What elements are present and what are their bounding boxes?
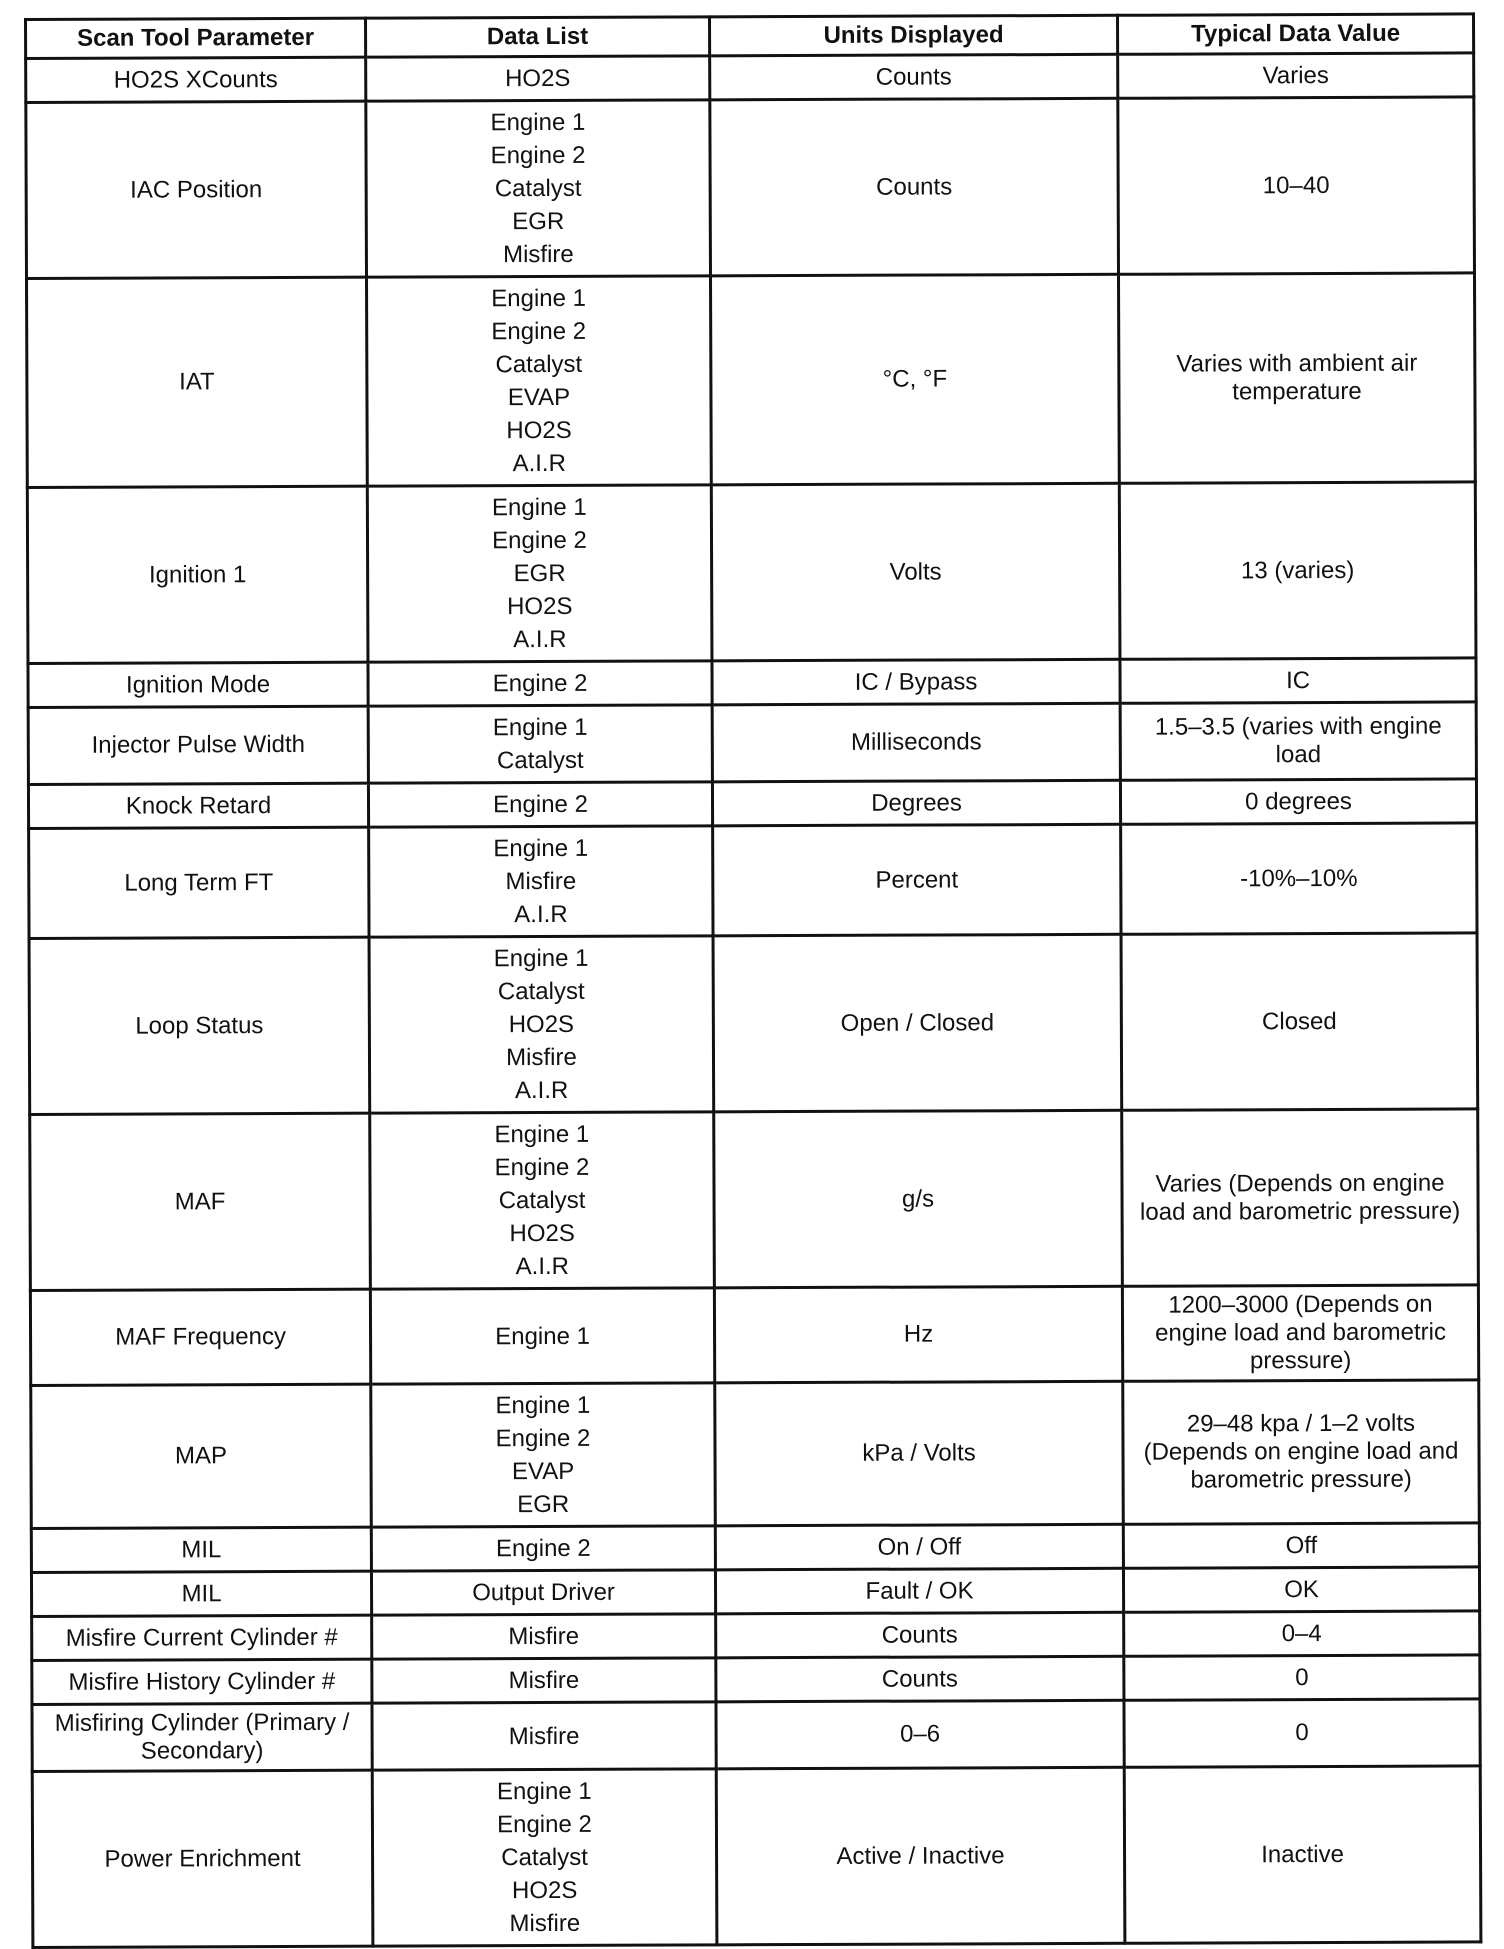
data-list-item: Engine 1 bbox=[491, 284, 587, 313]
header-data-list: Data List bbox=[366, 17, 710, 57]
cell-units-displayed: On / Off bbox=[715, 1524, 1123, 1570]
table-row bbox=[31, 1523, 1479, 1573]
cell-data-list bbox=[371, 1570, 715, 1615]
data-list-item: Engine 2 bbox=[490, 141, 586, 170]
data-list-item: Engine 2 bbox=[493, 790, 588, 819]
cell-data-list bbox=[369, 826, 713, 937]
data-list-item: Engine 2 bbox=[491, 317, 587, 346]
cell-typical-data-value: Varies with ambient air temperature bbox=[1118, 273, 1475, 483]
table-row bbox=[31, 1380, 1480, 1529]
data-list-item: HO2S bbox=[508, 1010, 575, 1039]
data-list-item: EVAP bbox=[507, 383, 571, 412]
cell-units-displayed: Percent bbox=[713, 824, 1121, 936]
table-row bbox=[28, 779, 1476, 829]
data-list-item: Engine 1 bbox=[490, 108, 586, 137]
data-list-item: EGR bbox=[512, 207, 565, 236]
table-row bbox=[30, 1109, 1479, 1291]
cell-scan-tool-parameter: MIL bbox=[31, 1527, 371, 1572]
cell-typical-data-value: IC bbox=[1120, 658, 1476, 703]
cell-scan-tool-parameter: MAF Frequency bbox=[30, 1289, 370, 1385]
cell-scan-tool-parameter: Misfire Current Cylinder # bbox=[32, 1615, 372, 1660]
cell-scan-tool-parameter: Loop Status bbox=[29, 937, 370, 1114]
data-list-item: HO2S bbox=[506, 416, 572, 445]
cell-data-list bbox=[371, 1383, 716, 1527]
cell-units-displayed: Counts bbox=[710, 98, 1119, 276]
cell-scan-tool-parameter: MAF bbox=[30, 1113, 371, 1290]
table-row bbox=[31, 1567, 1479, 1617]
cell-units-displayed: Fault / OK bbox=[715, 1568, 1123, 1614]
table-row bbox=[32, 1699, 1480, 1772]
cell-typical-data-value: Off bbox=[1123, 1523, 1479, 1568]
data-list-item: Catalyst bbox=[498, 1186, 586, 1215]
table-row bbox=[26, 97, 1475, 279]
data-list-item: A.I.R bbox=[512, 449, 566, 478]
cell-scan-tool-parameter: HO2S XCounts bbox=[26, 57, 366, 102]
table-row bbox=[32, 1611, 1480, 1661]
cell-units-displayed: Milliseconds bbox=[712, 703, 1120, 782]
data-list-item: Catalyst bbox=[497, 977, 585, 1006]
scan-tool-data-table bbox=[24, 12, 1482, 1949]
data-list-item: Engine 1 bbox=[492, 713, 588, 742]
cell-data-list bbox=[370, 1112, 715, 1289]
cell-typical-data-value: 13 (varies) bbox=[1119, 482, 1476, 659]
cell-data-list bbox=[366, 276, 711, 486]
table-row bbox=[28, 658, 1476, 708]
data-list-item: Engine 1 bbox=[493, 944, 589, 973]
data-list-item: Misfire bbox=[506, 1043, 577, 1072]
data-list-item: Engine 2 bbox=[492, 526, 587, 555]
cell-scan-tool-parameter: IAT bbox=[27, 277, 368, 487]
data-list-item: Engine 2 bbox=[495, 1424, 591, 1453]
data-list-item: Catalyst bbox=[495, 350, 583, 379]
table-row bbox=[32, 1655, 1480, 1705]
cell-units-displayed: °C, °F bbox=[710, 274, 1119, 485]
table-body bbox=[26, 53, 1481, 1948]
cell-scan-tool-parameter: IAC Position bbox=[26, 101, 367, 278]
cell-units-displayed: Counts bbox=[716, 1612, 1124, 1658]
cell-data-list bbox=[370, 1288, 714, 1384]
cell-data-list bbox=[368, 661, 712, 706]
cell-units-displayed: Open / Closed bbox=[713, 934, 1122, 1112]
cell-typical-data-value: 29–48 kpa / 1–2 volts (Depends on engine load and barometric pressure) bbox=[1123, 1380, 1480, 1524]
data-list-item: HO2S bbox=[504, 64, 571, 93]
table-row bbox=[30, 1285, 1478, 1386]
data-list-item: EGR bbox=[517, 1490, 570, 1519]
header-units-displayed: Units Displayed bbox=[710, 15, 1118, 56]
data-list-item: Engine 1 bbox=[495, 1391, 591, 1420]
cell-units-displayed: Counts bbox=[716, 1656, 1124, 1702]
data-list-item: HO2S bbox=[507, 592, 573, 621]
cell-scan-tool-parameter: MAP bbox=[31, 1384, 372, 1528]
cell-typical-data-value: Varies bbox=[1118, 53, 1474, 98]
cell-typical-data-value: 0 bbox=[1124, 1699, 1480, 1767]
cell-data-list bbox=[372, 1614, 716, 1659]
cell-typical-data-value: 1200–3000 (Depends on engine load and barometric pressure) bbox=[1122, 1285, 1478, 1381]
cell-data-list bbox=[368, 705, 712, 783]
cell-data-list bbox=[371, 1526, 715, 1571]
cell-units-displayed: g/s bbox=[714, 1110, 1123, 1288]
table-row bbox=[28, 702, 1476, 785]
data-list-item: Output Driver bbox=[472, 1578, 615, 1607]
table-row bbox=[29, 823, 1477, 939]
header-row bbox=[26, 14, 1474, 59]
data-list-item: Engine 1 bbox=[491, 493, 587, 522]
cell-units-displayed: Counts bbox=[710, 54, 1118, 100]
cell-typical-data-value: 0–4 bbox=[1124, 1611, 1480, 1656]
header-typical-data-value: Typical Data Value bbox=[1117, 14, 1473, 54]
data-list-item: Misfire bbox=[508, 1666, 580, 1695]
data-list-item: HO2S bbox=[511, 1876, 578, 1905]
data-list-item: A.I.R bbox=[514, 900, 568, 929]
data-list-item: Engine 2 bbox=[492, 669, 588, 698]
table-row bbox=[27, 273, 1476, 488]
cell-typical-data-value: 0 degrees bbox=[1120, 779, 1476, 824]
cell-units-displayed: IC / Bypass bbox=[712, 659, 1120, 705]
cell-scan-tool-parameter: Long Term FT bbox=[29, 827, 369, 938]
cell-scan-tool-parameter: Knock Retard bbox=[28, 783, 368, 828]
data-list-item: Misfire bbox=[505, 867, 577, 896]
data-list-item: Misfire bbox=[508, 1622, 580, 1651]
data-list-item: Misfire bbox=[503, 240, 574, 269]
cell-typical-data-value: 1.5–3.5 (varies with engine load bbox=[1120, 702, 1476, 780]
cell-scan-tool-parameter: Misfiring Cylinder (Primary / Secondary) bbox=[32, 1703, 372, 1771]
cell-units-displayed: Degrees bbox=[712, 780, 1120, 826]
cell-units-displayed: Volts bbox=[711, 483, 1120, 661]
cell-typical-data-value: Closed bbox=[1121, 933, 1478, 1110]
cell-typical-data-value: OK bbox=[1123, 1567, 1479, 1612]
cell-data-list bbox=[367, 485, 712, 662]
data-list-item: EGR bbox=[513, 559, 566, 588]
data-list-item: Engine 1 bbox=[495, 1322, 590, 1350]
cell-units-displayed: Active / Inactive bbox=[716, 1767, 1125, 1945]
cell-typical-data-value: 10–40 bbox=[1118, 97, 1475, 274]
data-list-item: Catalyst bbox=[496, 746, 584, 775]
cell-units-displayed: 0–6 bbox=[716, 1700, 1124, 1769]
table-row bbox=[32, 1766, 1481, 1948]
data-list-item: Misfire bbox=[508, 1722, 580, 1750]
data-list-item: Engine 1 bbox=[494, 1120, 590, 1149]
cell-scan-tool-parameter: Power Enrichment bbox=[32, 1770, 373, 1947]
header-scan-tool-parameter: Scan Tool Parameter bbox=[26, 18, 366, 58]
cell-typical-data-value: Inactive bbox=[1124, 1766, 1481, 1943]
data-list-item: A.I.R bbox=[515, 1252, 570, 1281]
data-list-item: EVAP bbox=[511, 1457, 575, 1486]
cell-data-list bbox=[366, 56, 710, 101]
cell-units-displayed: kPa / Volts bbox=[715, 1381, 1124, 1526]
data-list-item: Engine 1 bbox=[496, 1777, 592, 1806]
cell-scan-tool-parameter: Ignition 1 bbox=[27, 486, 368, 663]
cell-data-list bbox=[372, 1658, 716, 1703]
cell-scan-tool-parameter: Injector Pulse Width bbox=[28, 706, 368, 784]
cell-typical-data-value: 0 bbox=[1124, 1655, 1480, 1700]
cell-data-list bbox=[368, 782, 712, 827]
data-list-item: Catalyst bbox=[501, 1843, 588, 1872]
data-list-item: Catalyst bbox=[494, 174, 582, 203]
cell-typical-data-value: Varies (Depends on engine load and barometric pressure) bbox=[1122, 1109, 1479, 1286]
data-list-item: A.I.R bbox=[513, 625, 567, 654]
data-list-item: Misfire bbox=[509, 1909, 581, 1938]
cell-data-list bbox=[372, 1769, 717, 1946]
data-list-item: Engine 2 bbox=[494, 1153, 590, 1182]
cell-data-list bbox=[369, 936, 714, 1113]
cell-typical-data-value: -10%–10% bbox=[1121, 823, 1477, 934]
cell-scan-tool-parameter: Misfire History Cylinder # bbox=[32, 1659, 372, 1704]
data-list-item: Engine 1 bbox=[493, 834, 589, 863]
data-list-item: Engine 2 bbox=[495, 1534, 591, 1563]
cell-data-list bbox=[372, 1702, 716, 1770]
cell-scan-tool-parameter: Ignition Mode bbox=[28, 662, 368, 707]
table-row bbox=[26, 53, 1474, 103]
table-row bbox=[29, 933, 1478, 1115]
cell-data-list bbox=[366, 100, 711, 277]
data-list-item: HO2S bbox=[509, 1219, 575, 1248]
data-list-item: A.I.R bbox=[514, 1076, 569, 1105]
data-list-item: Engine 2 bbox=[497, 1810, 592, 1839]
cell-units-displayed: Hz bbox=[714, 1286, 1122, 1383]
cell-scan-tool-parameter: MIL bbox=[31, 1571, 371, 1616]
table-row bbox=[27, 482, 1476, 664]
